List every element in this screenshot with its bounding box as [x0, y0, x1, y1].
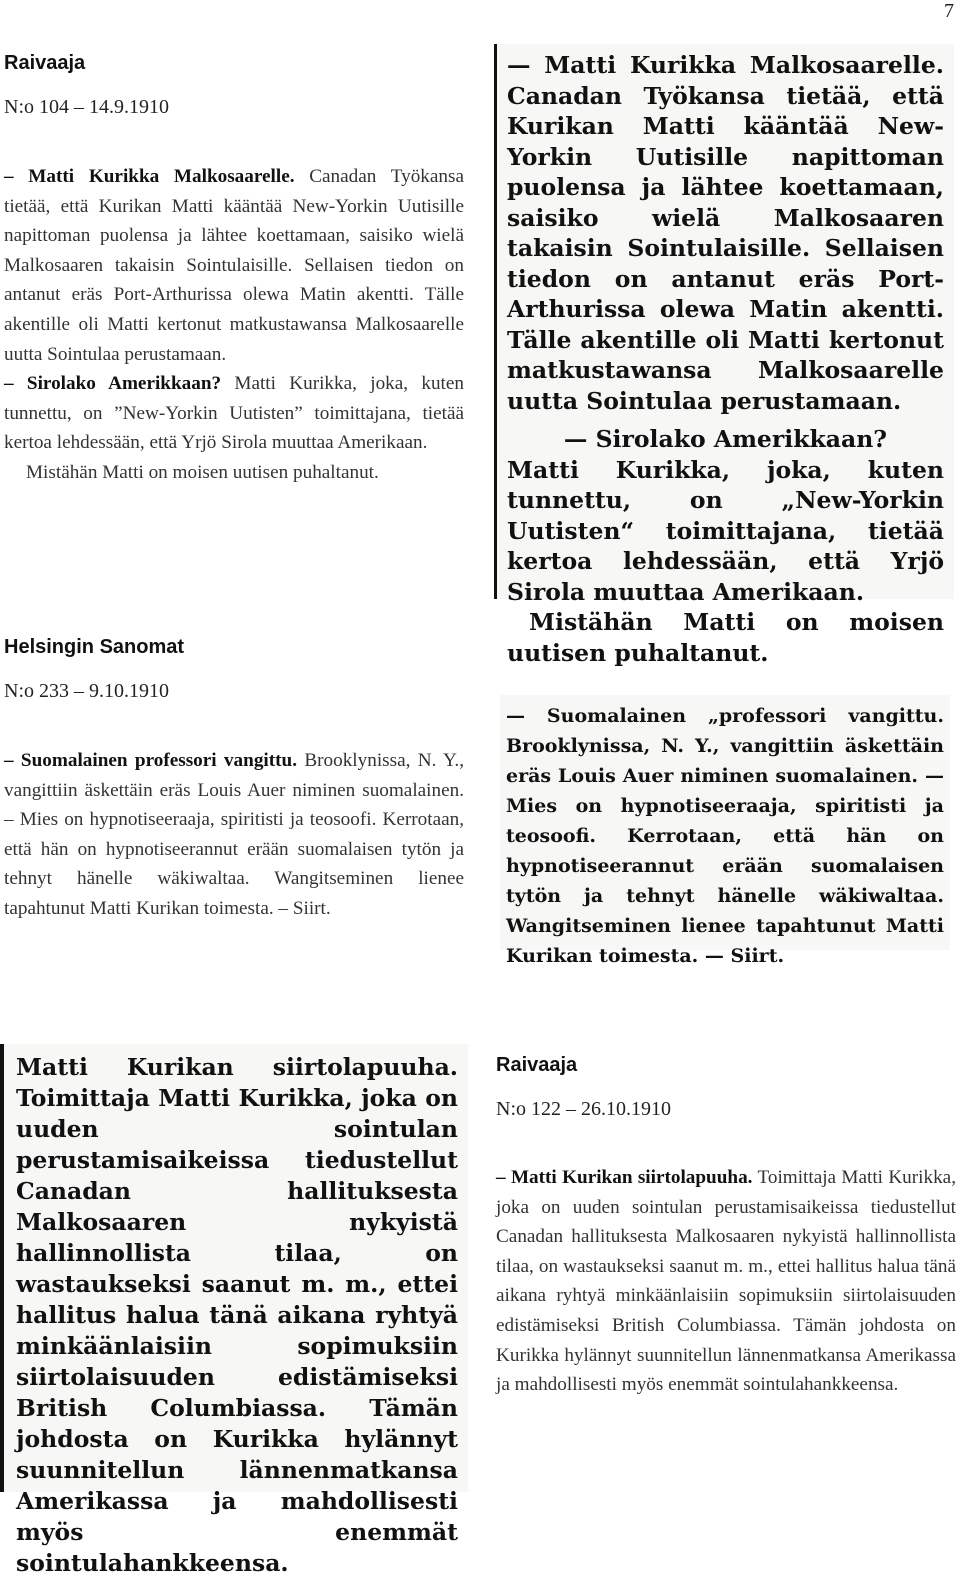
newspaper-clipping	[494, 44, 954, 667]
article-source: Raivaaja	[496, 1054, 578, 1076]
clipping-title: — Matti Kurikka Malkosaarelle.	[507, 51, 944, 79]
article-body: Toimittaja Matti Kurikka, joka on uuden sointulan perustamisaikeissa tiedustellut Canadan hallituksesta Malkosaaren nykyistä hallinnollista tilaa, on wastaukseksi saanut m. m., ettei hallitus halua tänä aikana ryhtyä minkäänlaisiin sopimuksiin siirtolaisuuden edistämiseksi British Columbiassa. Tämän johdosta on Kurikka hylännyt suunnitellun lännenmatkansa Amerikassa ja mahdollisesti myös enemmät sointulahankkeensa.	[496, 1167, 956, 1396]
article-text	[496, 1163, 956, 1400]
article-issue: N:o 122 – 26.10.1910	[496, 1098, 671, 1120]
article-source: Raivaaja	[4, 52, 86, 74]
newspaper-clipping	[0, 1044, 468, 1577]
article-source: Helsingin Sanomat	[4, 636, 185, 658]
clipping-text-2: Matti Kurikka, joka, kuten tunnettu, on „New-Yorkin Uutisten“ toimittajana, tietää kertoa lehdessään, että Yrjö Sirola muuttaa Amerikaan.	[507, 455, 944, 606]
clipping-title-2: — Sirolako Amerikkaan?	[563, 425, 888, 453]
clipping-text: Toimittaja Matti Kurikka, joka on uuden sointulan perustamisaikeissa tiedustellut Canadan hallituksesta Malkosaaren nykyistä hallinnollista tilaa, on wastaukseksi saanut m. m., ettei hallitus halua tänä aikana ryhtyä minkäänlaisiin sopimuksiin siirtolaisuuden edistämiseksi British Columbiassa. Tämän johdosta on Kurikka hylännyt suunnitellun lännenmatkansa Amerikassa ja mahdollisesti myös enemmät sointulahankkeensa.	[16, 1084, 458, 1577]
clipping-title: Matti Kurikan siirtolapuuha.	[16, 1053, 458, 1081]
article-issue: N:o 233 – 9.10.1910	[4, 680, 169, 702]
article-text	[4, 162, 464, 488]
article-body-3: Mistähän Matti on moisen uutisen puhaltanut.	[26, 461, 379, 483]
article-text	[4, 746, 464, 924]
clipping-title: — Suomalainen „professori vangittu.	[506, 705, 944, 727]
article-headline: – Matti Kurikka Malkosaarelle.	[4, 166, 295, 187]
article-headline: – Suomalainen professori vangittu.	[4, 750, 297, 771]
clipping-text: Canadan Työkansa tietää, että Kurikan Matti kääntää New-Yorkin Uutisille napittoman puolensa ja lähtee koettamaan, saisiko wielä Malkosaaren takaisin Sointulaisille. Sellaisen tiedon on antanut eräs Port-Arthurissa olewa Matin akentti. Tälle akentille oli Matti kertonut matkustawansa Malkosaarelle uutta Sointulaa perustamaan.	[507, 81, 944, 415]
article-body: Brooklynissa, N. Y., vangittiin äskettäin eräs Louis Auer niminen suomalainen. – Mies on hypnotiseeraaja, spiritisti ja teosoofi. Kerrotaan, että hän on hypnotiseerannut erään suomalaisen tytön ja tehnyt hänelle wäkiwaltaa. Wangitseminen lienee tapahtunut Matti Kurikan toimesta. – Siirt.	[4, 750, 465, 919]
clipping-text: Brooklynissa, N. Y., vangittiin äskettäin eräs Louis Auer niminen suomalainen. — Mies on hypnotiseeraaja, spiritisti ja teosoofi. Kerrotaan, että hän on hypnotiseerannut erään suomalaisen tytön ja tehnyt hänelle wäkiwaltaa. Wangitseminen lienee tapahtunut Matti Kurikan toimesta. — Siirt.	[506, 735, 944, 967]
clipping-text-3: Mistähän Matti on moisen uutisen puhaltanut.	[507, 608, 944, 667]
article-body-2: Matti Kurikka, joka, kuten tunnettu, on ”New-Yorkin Uutisten” toimittajana, tietää kertoa lehdessään, että Yrjö Sirola muuttaa Amerikaan.	[4, 373, 464, 454]
newspaper-clipping	[500, 695, 950, 967]
article-body: Canadan Työkansa tietää, että Kurikan Matti kääntää New-Yorkin Uutisille napittoman puolensa ja lähtee koettamaan, saisiko wielä Malkosaaren takaisin Sointulaisille. Sellaisen tiedon on antanut eräs Port-Arthurissa olewa Matin akentti. Tälle akentille oli Matti kertonut matkustawansa Malkosaarelle uutta Sointulaa perustamaan.	[4, 166, 464, 365]
page-number: 7	[944, 0, 954, 22]
article-issue: N:o 104 – 14.9.1910	[4, 96, 169, 118]
article-headline-2: – Sirolako Amerikkaan?	[4, 373, 222, 395]
article-headline: – Matti Kurikan siirtolapuuha.	[496, 1167, 753, 1188]
